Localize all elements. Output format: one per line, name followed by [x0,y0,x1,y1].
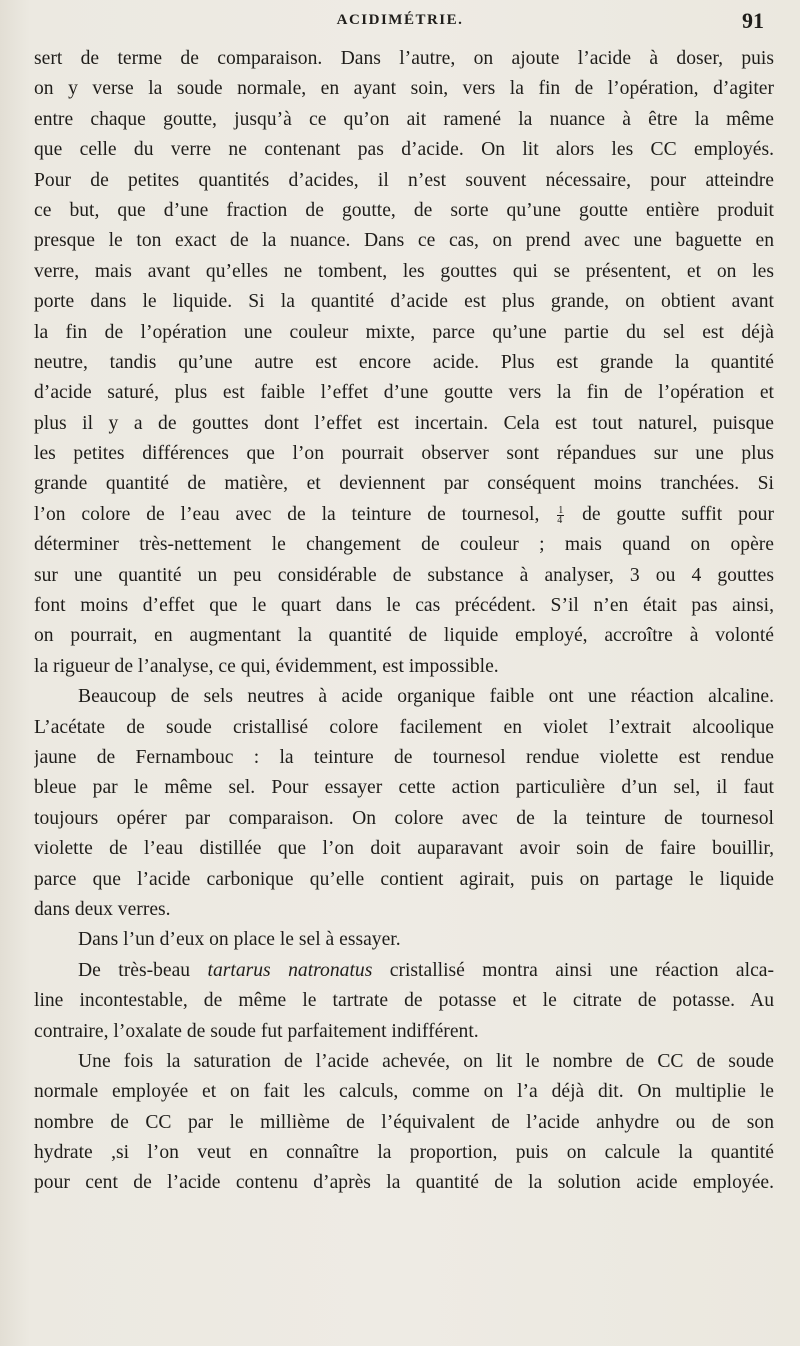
text-line: sert de terme de comparaison. Dans l’autre, on ajoute l’acide à doser, puis [34,48,774,69]
text-line: on y verse la soude normale, en ayant soin, vers la fin de l’opération, d’agiter [34,78,774,100]
text-line: ce but, que d’une fraction de goutte, de sorte qu’une goutte entière produit [34,199,774,221]
text-line: les petites différences que l’on pourrait observer sont répandues sur une plus [34,443,774,465]
text-line: plus il y a de gouttes dont l’effet est incertain. Cela est tout naturel, puisque [34,412,774,434]
fraction-one-quarter [557,506,564,525]
page-number: 91 [742,8,764,33]
text-line: Pour de petites quantités d’acides, il n’est souvent nécessaire, pour atteindre [34,169,774,191]
text-segment: l’on colore de l’eau avec de la teinture de tournesol, [34,503,540,525]
fraction-numerator: 1 [558,504,564,516]
text-segment: de goutte suffit pour [582,503,774,525]
text-line: bleue par le même sel. Pour essayer cette action particulière d’un sel, il faut [34,777,774,799]
page-header [0,8,800,38]
text-line: font moins d’effet que le quart dans le cas précédent. S’il n’en était pas ainsi, [34,595,774,617]
text-line: on pourrait, en augmentant la quantité de liquide employé, accroître à volonté [34,625,774,647]
text-line: neutre, tandis qu’une autre est encore acide. Plus est grande la quantité [34,351,774,373]
text-line: la rigueur de l’analyse, ce qui, évidemment, est impossible. [34,655,499,677]
text-line: dans deux verres. [34,898,171,920]
text-line: L’acétate de soude cristallisé colore facilement en violet l’extrait alcoolique [34,716,774,738]
text-line: toujours opérer par comparaison. On colore avec de la teinture de tournesol [34,807,774,829]
text-line: que celle du verre ne contenant pas d’acide. On lit alors les CC employés. [34,139,774,161]
text-line: verre, mais avant qu’elles ne tombent, les gouttes qui se présentent, et on les [34,260,774,282]
running-title: ACIDIMÉTRIE. [336,12,464,28]
text-line: line incontestable, de même le tartrate de potasse et le citrate de potasse. Au [34,990,774,1012]
text-line: d’acide saturé, plus est faible l’effet d’une goutte vers la fin de l’opération et [34,382,774,404]
text-line: pour cent de l’acide contenu d’après la quantité de la solution acide employée. [34,1172,774,1194]
text-line: sur une quantité un peu considérable de substance à analyser, 3 ou 4 gouttes [34,564,774,586]
text-line-with-fraction [34,500,774,530]
text-line: presque le ton exact de la nuance. Dans ce cas, on prend avec une baguette en [34,230,774,252]
text-line: parce que l’acide carbonique qu’elle contient agirait, puis on partage le liquide [34,868,774,890]
text-line: porte dans le liquide. Si la quantité d’acide est plus grande, on obtient avant [34,291,774,313]
text-line: nombre de CC par le millième de l’équivalent de l’acide anhydre ou de son [34,1111,774,1133]
text-line: hydrate ,si l’on veut en connaître la proportion, puis on calcule la quantité [34,1142,774,1164]
page-body [34,44,774,1199]
fraction-denominator: 4 [557,514,563,526]
text-line: entre chaque goutte, jusqu’à ce qu’on ait ramené la nuance à être la même [34,108,774,130]
text-segment: cristallisé montra ainsi une réaction alca- [389,959,774,981]
text-line: jaune de Fernambouc : la teinture de tournesol rendue violette est rendue [34,746,774,768]
text-line: la fin de l’opération une couleur mixte, parce qu’une partie du sel est déjà [34,321,774,343]
paragraph-start: Dans l’un d’eux on place le sel à essayer. [78,929,401,951]
text-line: contraire, l’oxalate de soude fut parfaitement indifférent. [34,1020,479,1042]
text-segment: De très-beau [78,959,191,981]
text-line: déterminer très-nettement le changement de couleur ; mais quand on opère [34,534,774,556]
paragraph-start-with-italic [34,956,774,986]
paragraph-start: Beaucoup de sels neutres à acide organique faible ont une réaction alcaline. [78,686,774,708]
paragraph-start: Une fois la saturation de l’acide achevée, on lit le nombre de CC de soude [78,1050,774,1072]
italic-latin-term: tartarus natronatus [207,959,373,981]
text-line: normale employée et on fait les calculs, comme on l’a déjà dit. On multiplie le [34,1081,774,1103]
text-line: violette de l’eau distillée que l’on doit auparavant avoir soin de faire bouillir, [34,838,774,860]
text-line: grande quantité de matière, et deviennent par conséquent moins tranchées. Si [34,473,774,495]
